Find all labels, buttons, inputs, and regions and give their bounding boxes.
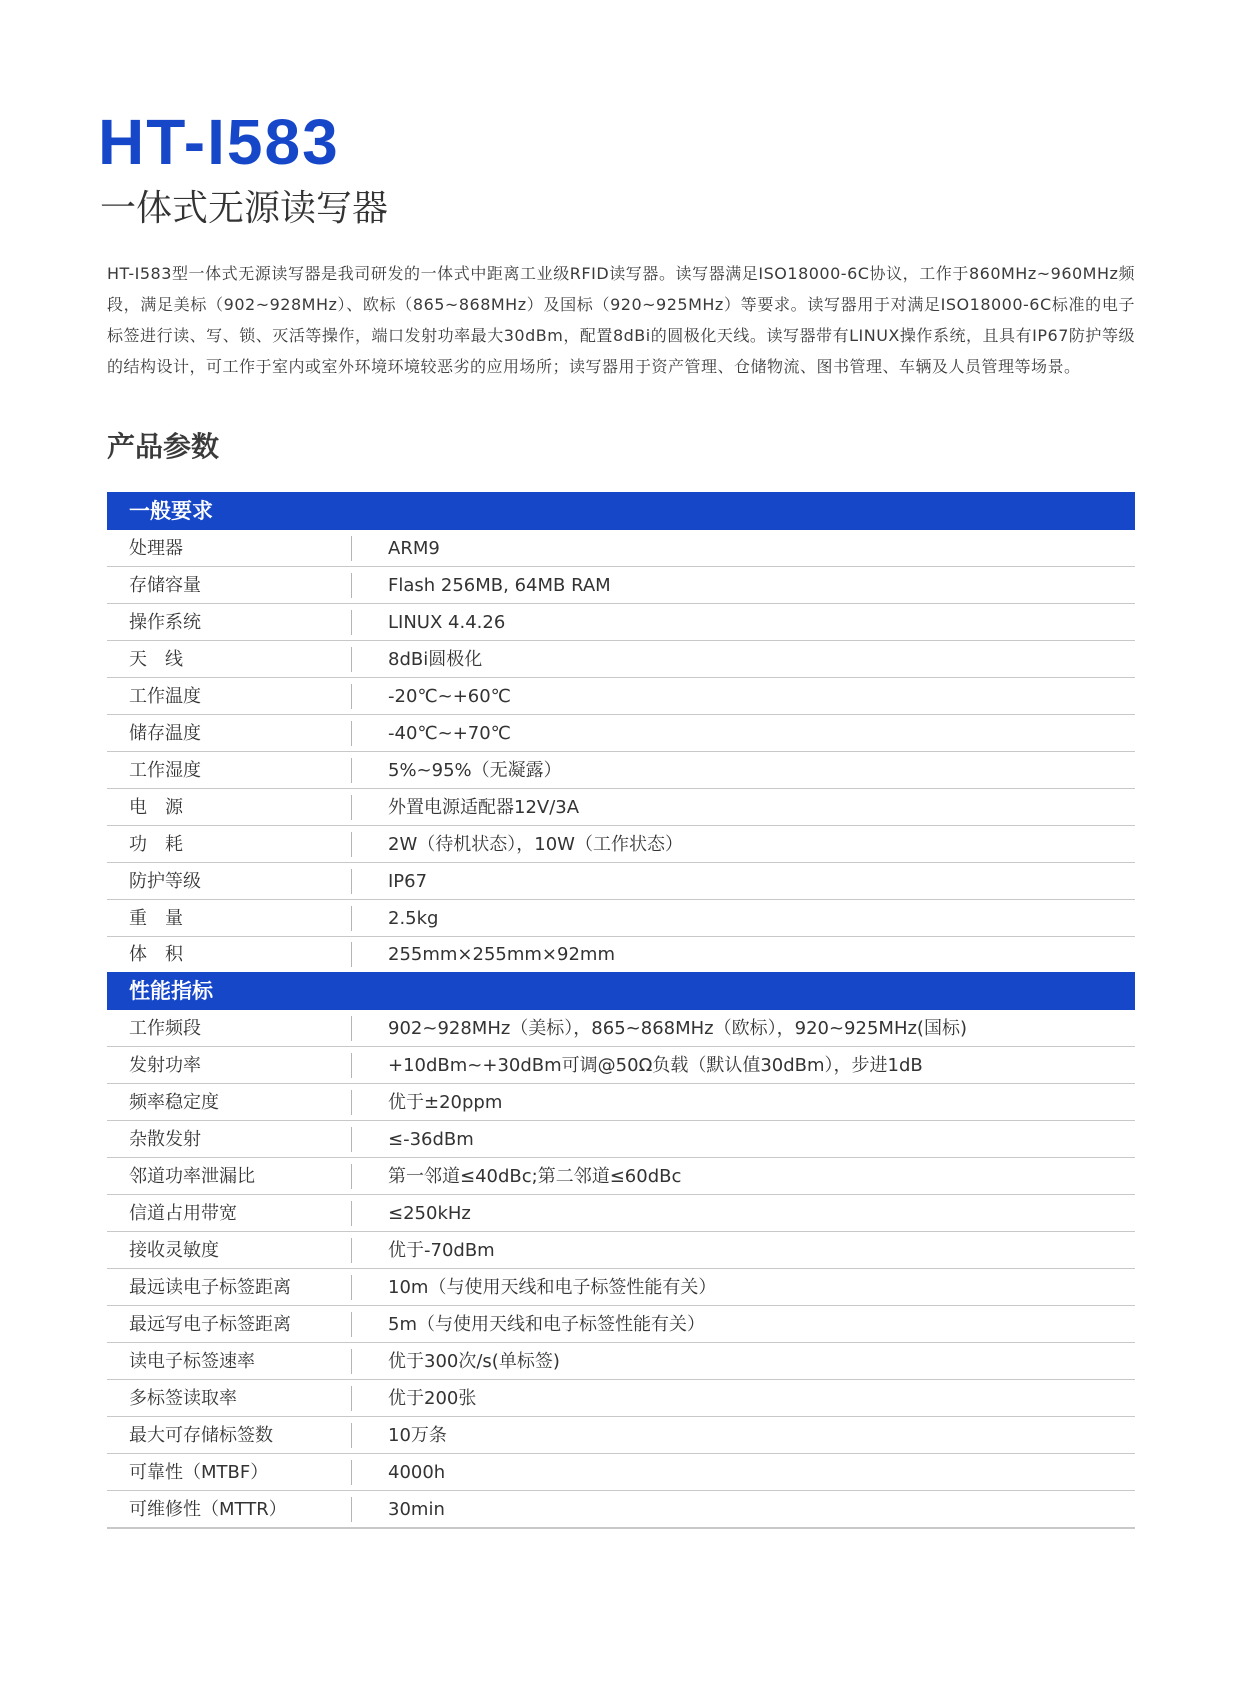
spec-value: ARM9 [388,537,440,559]
spec-value: 8dBi圆极化 [388,648,483,670]
spec-label: 读电子标签速率 [107,1349,352,1374]
spec-label: 工作频段 [107,1016,352,1041]
spec-value: ≤250kHz [388,1202,471,1224]
spec-label: 最远写电子标签距离 [107,1312,352,1337]
spec-value: 优于200张 [388,1387,477,1409]
general-rows [107,530,1135,972]
spec-row [107,1454,1135,1491]
spec-value: -20℃~+60℃ [388,685,511,707]
spec-label: 防护等级 [107,869,352,894]
spec-row [107,863,1135,900]
general-section-header: 一般要求 [107,492,1135,530]
spec-label: 可靠性（MTBF） [107,1460,352,1485]
spec-row [107,826,1135,863]
spec-row [107,1195,1135,1232]
performance-rows [107,1010,1135,1528]
spec-value: Flash 256MB, 64MB RAM [388,574,611,596]
spec-value: 10万条 [388,1424,447,1446]
spec-value: LINUX 4.4.26 [388,611,506,633]
spec-value: 5%~95%（无凝露） [388,759,562,781]
spec-label: 电 源 [107,795,352,820]
spec-label: 频率稳定度 [107,1090,352,1115]
spec-row [107,1343,1135,1380]
spec-label: 工作温度 [107,684,352,709]
spec-value: 4000h [388,1461,446,1483]
spec-value: 5m（与使用天线和电子标签性能有关） [388,1313,705,1335]
section-title: 产品参数 [107,430,220,463]
product-description: HT-I583型一体式无源读写器是我司研发的一体式中距离工业级RFID读写器。读写器满足ISO18000-6C协议，工作于860MHz~960MHz频段，满足美标（902~928MHz）、欧标（865~868MHz）及国标（920~925MHz）等要求。读写器用于对满足ISO18000-6C标准的电子标签进行读、写、锁、灭活等操作，端口发射功率最大30dBm，配置8dBi的圆极化天线。读写器带有LINUX操作系统，且具有IP67防护等级的结构设计，可工作于室内或室外环境环境较恶劣的应用场所；读写器用于资产管理、仓储物流、图书管理、车辆及人员管理等场景。 [107,264,1135,376]
spec-label: 信道占用带宽 [107,1201,352,1226]
spec-row [107,641,1135,678]
spec-label: 接收灵敏度 [107,1238,352,1263]
spec-row [107,900,1135,937]
spec-label: 储存温度 [107,721,352,746]
performance-section-header: 性能指标 [107,972,1135,1010]
spec-row [107,1306,1135,1343]
spec-label: 工作湿度 [107,758,352,783]
spec-value: 255mm×255mm×92mm [388,944,615,965]
spec-row [107,1417,1135,1454]
spec-value: 优于-70dBm [388,1239,495,1261]
spec-row [107,1269,1135,1306]
spec-label: 邻道功率泄漏比 [107,1164,352,1189]
spec-value: 30min [388,1498,445,1520]
spec-row [107,1121,1135,1158]
spec-row [107,715,1135,752]
spec-value: 优于±20ppm [388,1091,503,1113]
spec-value: ≤-36dBm [388,1128,474,1150]
product-subtitle: 一体式无源读写器 [100,188,389,229]
spec-value: 902~928MHz（美标），865~868MHz（欧标），920~925MHz(国标) [388,1017,967,1039]
spec-row [107,604,1135,641]
spec-row [107,752,1135,789]
spec-label: 重 量 [107,906,352,931]
spec-label: 存储容量 [107,573,352,598]
spec-label: 处理器 [107,536,352,561]
spec-value: 外置电源适配器12V/3A [388,796,580,818]
spec-row [107,1491,1135,1528]
spec-row [107,937,1135,972]
spec-label: 操作系统 [107,610,352,635]
spec-row [107,1084,1135,1121]
spec-row [107,530,1135,567]
spec-row [107,1047,1135,1084]
spec-label: 最大可存储标签数 [107,1423,352,1448]
product-model: HT-I583 [98,106,340,178]
table-divider [107,1528,1135,1529]
spec-label: 杂散发射 [107,1127,352,1152]
spec-row [107,1010,1135,1047]
spec-value: -40℃~+70℃ [388,722,511,744]
spec-value: IP67 [388,870,428,892]
spec-label: 多标签读取率 [107,1386,352,1411]
spec-label: 可维修性（MTTR） [107,1497,352,1522]
spec-row [107,789,1135,826]
spec-label: 功 耗 [107,832,352,857]
spec-label: 发射功率 [107,1053,352,1078]
spec-row [107,567,1135,604]
spec-value: 优于300次/s(单标签) [388,1350,560,1372]
spec-value: 2W（待机状态），10W（工作状态） [388,833,683,855]
spec-value: 第一邻道≤40dBc;第二邻道≤60dBc [388,1165,682,1187]
spec-row [107,1158,1135,1195]
spec-value: +10dBm~+30dBm可调@50Ω负载（默认值30dBm），步进1dB [388,1054,923,1076]
spec-value: 2.5kg [388,907,439,929]
spec-label: 最远读电子标签距离 [107,1275,352,1300]
spec-label: 体 积 [107,942,352,967]
spec-row [107,678,1135,715]
spec-label: 天 线 [107,647,352,672]
spec-row [107,1232,1135,1269]
spec-row [107,1380,1135,1417]
spec-table [107,492,1135,1529]
spec-value: 10m（与使用天线和电子标签性能有关） [388,1276,717,1298]
